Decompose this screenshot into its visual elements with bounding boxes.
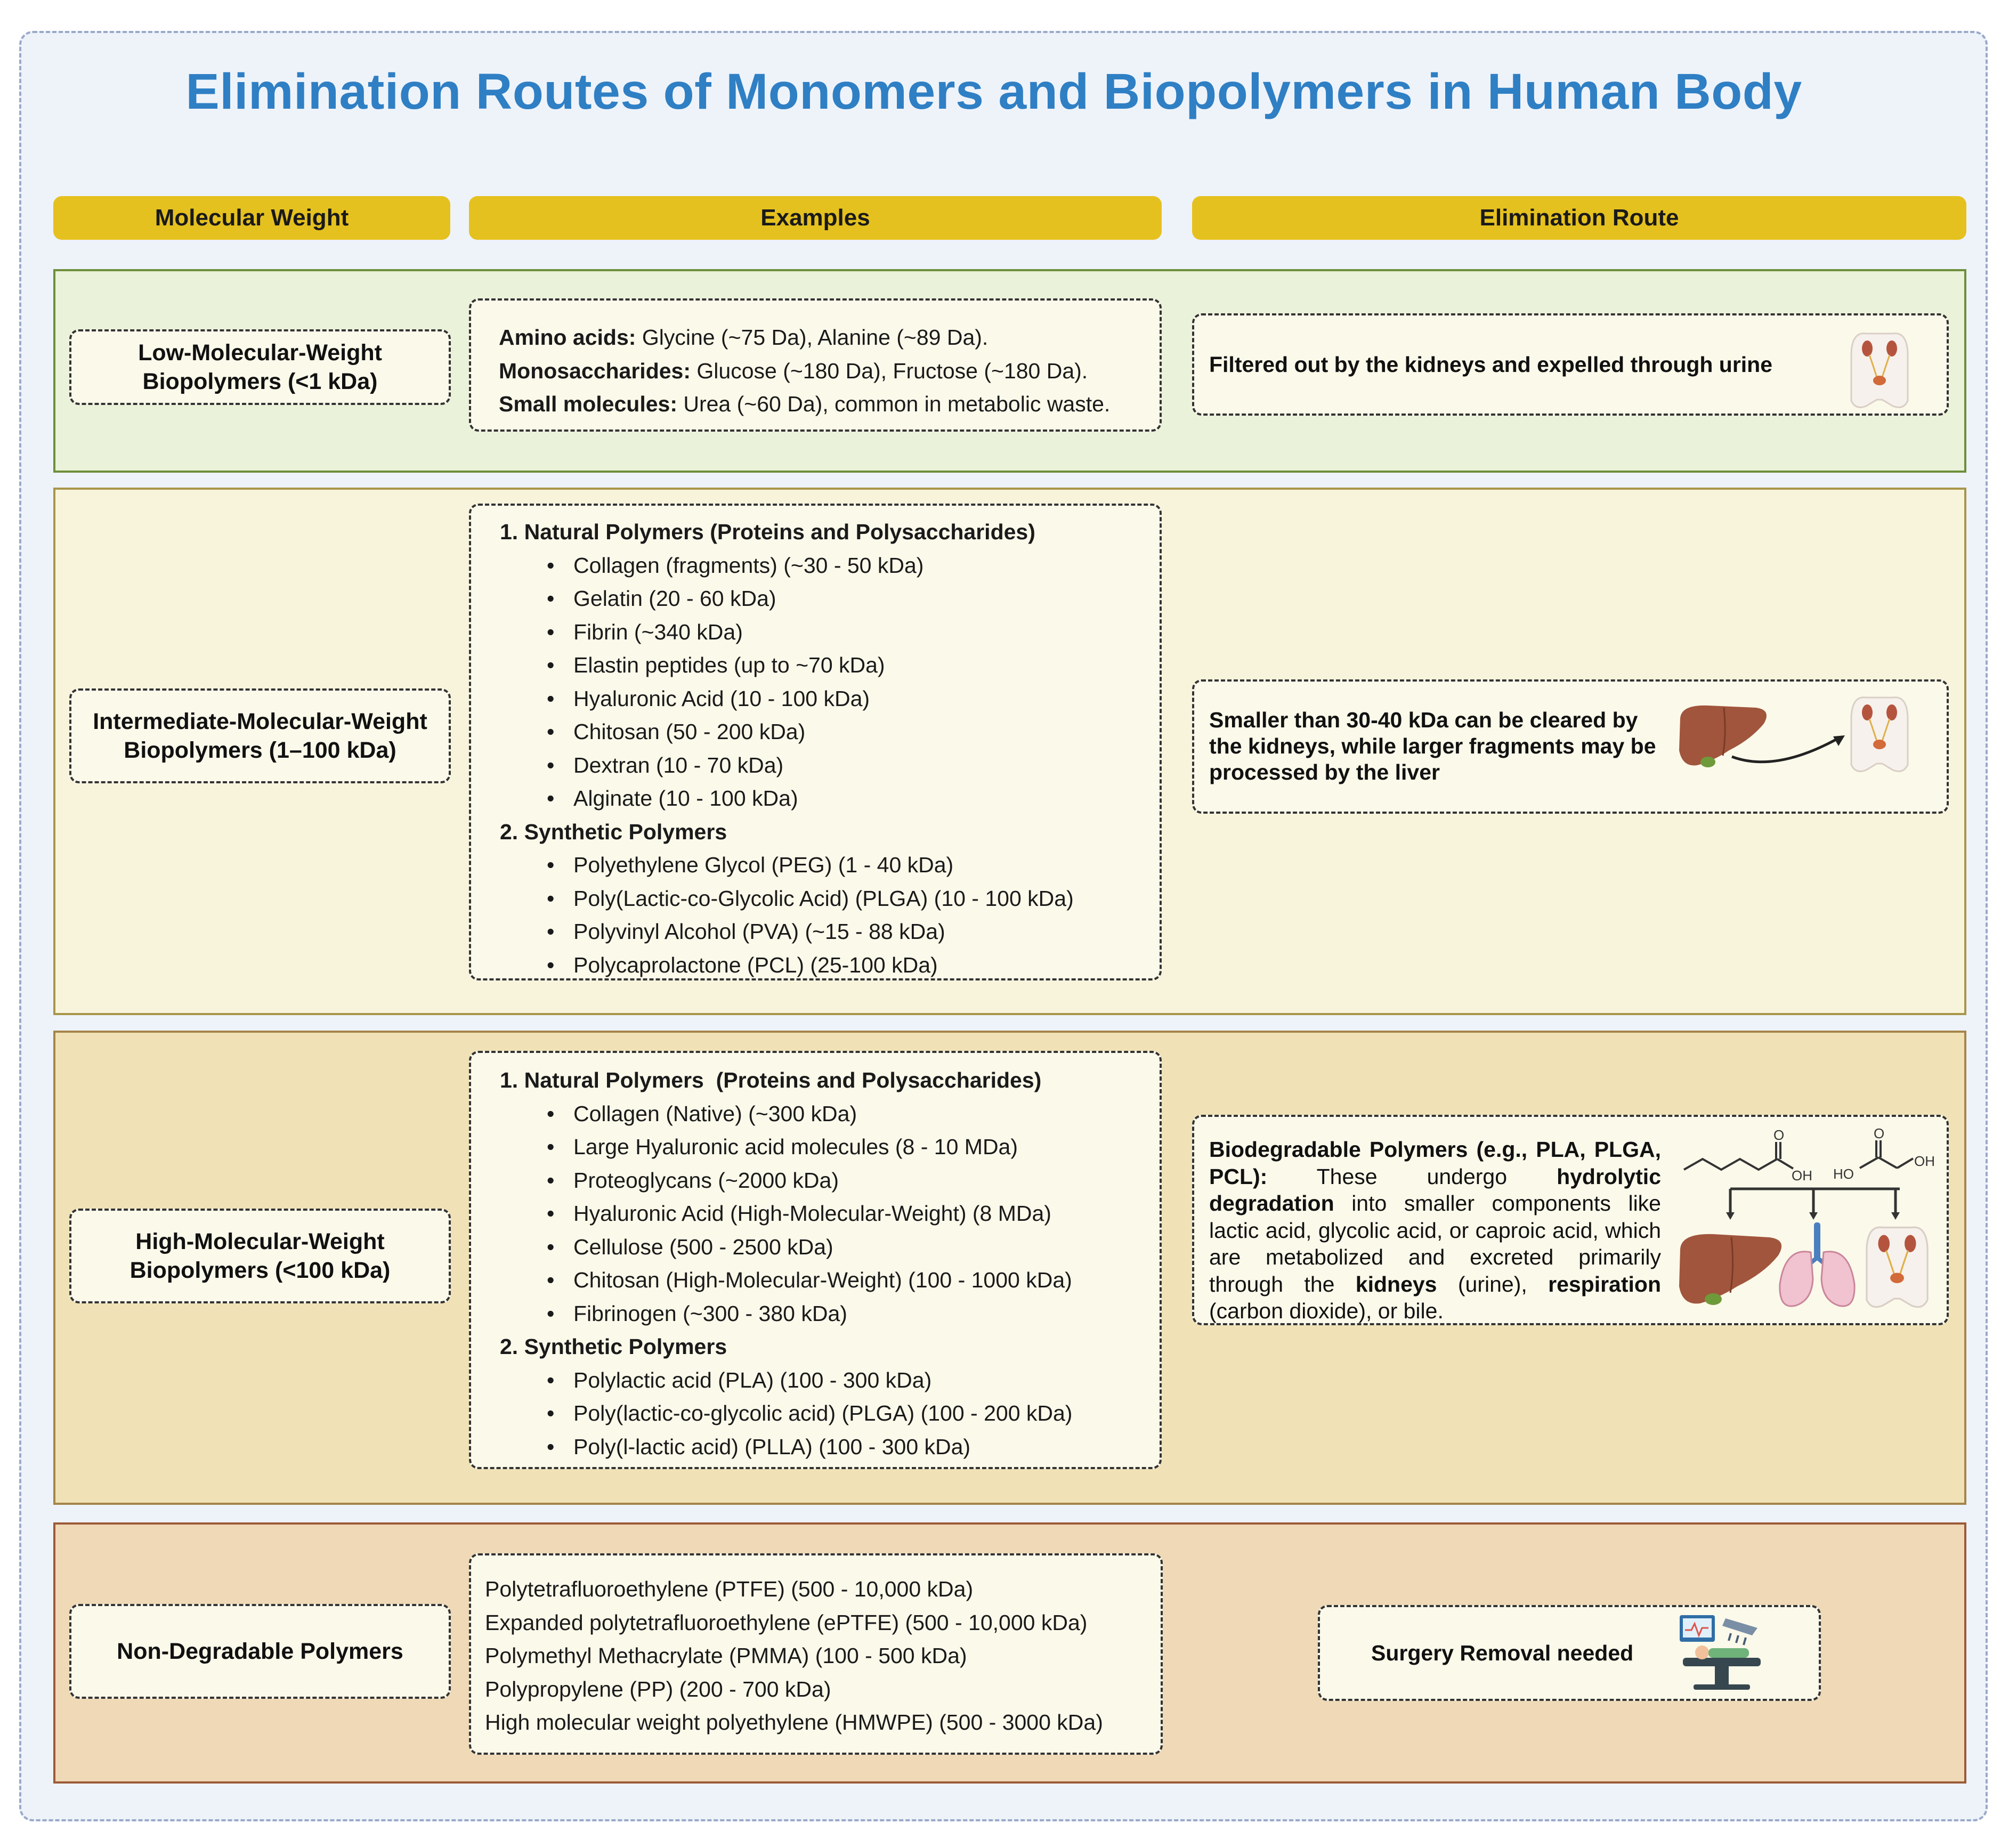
lungs-icon (1775, 1220, 1860, 1316)
list-item: • Elastin peptides (up to ~70 kDa) (573, 649, 1160, 682)
mw-line: Biopolymers (<100 kDa) (129, 1258, 391, 1283)
svg-text:OH: OH (1792, 1168, 1812, 1184)
list-item: • Collagen (Native) (~300 kDa) (573, 1097, 1160, 1131)
list-item: • Hyaluronic Acid (High-Molecular-Weight) (8 MDa) (573, 1197, 1160, 1230)
example-line: Monosaccharides: Glucose (~180 Da), Fructose (~180 Da). (499, 358, 1088, 383)
example-line: Amino acids: Glycine (~75 Da), Alanine (~89 Da). (499, 325, 989, 350)
natural-polymer-list (500, 1097, 1160, 1331)
urinary-system-icon (1845, 695, 1914, 775)
example-line: Small molecules: Urea (~60 Da), common in metabolic waste. (499, 392, 1111, 416)
list-item: • Chitosan (High-Molecular-Weight) (100 - 1000 kDa) (573, 1263, 1160, 1297)
list-item: • Poly(lactic-co-glycolic acid) (PLGA) (100 - 200 kDa) (573, 1397, 1160, 1430)
list-item: • Alginate (10 - 100 kDa) (573, 782, 1160, 815)
examples-intermediate (469, 504, 1162, 980)
group-heading: 1. Natural Polymers (Proteins and Polysaccharides) (500, 1068, 1042, 1092)
list-item: • Gelatin (20 - 60 kDa) (573, 582, 1160, 615)
route-text: Biodegradable Polymers (e.g., PLA, PLGA, PCL): These undergo hydrolytic degradation into smaller components like lactic acid, glycolic acid, or caproic acid, which are metabolized and excreted primarily through the kidneys (urine), respiration (carbon dioxide), or bile. (1209, 1137, 1661, 1323)
svg-text:O: O (1773, 1127, 1785, 1143)
surgery-icon (1678, 1612, 1765, 1697)
route-text: Filtered out by the kidneys and expelled through urine (1209, 352, 1773, 377)
group-heading: 2. Synthetic Polymers (500, 819, 727, 844)
mw-line: Low-Molecular-Weight (138, 340, 382, 366)
synthetic-polymer-list (500, 848, 1160, 982)
mw-line: Non-Degradable Polymers (117, 1639, 403, 1664)
mw-label-low (69, 329, 451, 405)
page-title: Elimination Routes of Monomers and Biopolymers in Human Body (185, 63, 1802, 120)
mw-line: Intermediate-Molecular-Weight (93, 709, 427, 734)
list-item: High molecular weight polyethylene (HMWPE) (500 - 3000 kDa) (485, 1710, 1103, 1734)
list-item: • Poly(Lactic-co-Glycolic Acid) (PLGA) (10 - 100 kDa) (573, 882, 1160, 915)
mw-line: Biopolymers (1–100 kDa) (124, 737, 396, 763)
examples-non-degradable (469, 1553, 1163, 1755)
mw-line: Biopolymers (<1 kDa) (142, 369, 378, 394)
list-item: • Large Hyaluronic acid molecules (8 - 10 MDa) (573, 1130, 1160, 1164)
mw-label-non-degradable (69, 1604, 451, 1699)
list-item: • Proteoglycans (~2000 kDa) (573, 1164, 1160, 1197)
examples-low (469, 298, 1162, 432)
branch-arrows-icon (1724, 1186, 1905, 1223)
synthetic-polymer-list (500, 1364, 1160, 1464)
liver-icon (1676, 1231, 1788, 1311)
route-low (1192, 313, 1949, 416)
list-item: • Polylactic acid (PLA) (100 - 300 kDa) (573, 1364, 1160, 1397)
list-item: • Chitosan (50 - 200 kDa) (573, 715, 1160, 749)
header-examples: Examples (469, 196, 1162, 240)
list-item: • Fibrinogen (~300 - 380 kDa) (573, 1297, 1160, 1331)
header-elimination-route: Elimination Route (1192, 196, 1966, 240)
mw-line: High-Molecular-Weight (135, 1229, 385, 1254)
list-item: • Poly(l-lactic acid) (PLLA) (100 - 300 kDa) (573, 1430, 1160, 1464)
glycolic-acid-structure-icon (1828, 1125, 1940, 1184)
svg-text:O: O (1874, 1125, 1885, 1141)
urinary-system-icon (1845, 331, 1914, 411)
header-molecular-weight: Molecular Weight (53, 196, 450, 240)
svg-text:OH: OH (1914, 1153, 1935, 1169)
examples-high (469, 1051, 1162, 1469)
group-heading: 1. Natural Polymers (Proteins and Polysaccharides) (500, 520, 1035, 544)
list-item: • Polyethylene Glycol (PEG) (1 - 40 kDa) (573, 848, 1160, 882)
natural-polymer-list (500, 549, 1160, 815)
arrow-icon (1727, 730, 1849, 773)
route-text: Surgery Removal needed (1371, 1641, 1634, 1665)
list-item: • Hyaluronic Acid (10 - 100 kDa) (573, 682, 1160, 716)
list-item: • Dextran (10 - 70 kDa) (573, 749, 1160, 782)
caproic-acid-structure-icon (1679, 1127, 1822, 1186)
list-item: • Polyvinyl Alcohol (PVA) (~15 - 88 kDa) (573, 915, 1160, 949)
svg-text:HO: HO (1833, 1166, 1854, 1182)
list-item: Polypropylene (PP) (200 - 700 kDa) (485, 1676, 831, 1701)
mw-label-high (69, 1209, 451, 1303)
mw-label-intermediate (69, 688, 451, 783)
route-text: Smaller than 30-40 kDa can be cleared by the kidneys, while larger fragments may be processed by the liver (1209, 708, 1656, 784)
urinary-system-icon (1860, 1223, 1934, 1314)
list-item: • Cellulose (500 - 2500 kDa) (573, 1230, 1160, 1264)
list-item: Expanded polytetrafluoroethylene (ePTFE) (500 - 10,000 kDa) (485, 1610, 1088, 1635)
list-item: Polymethyl Methacrylate (PMMA) (100 - 500 kDa) (485, 1643, 967, 1668)
group-heading: 2. Synthetic Polymers (500, 1334, 727, 1359)
list-item: • Collagen (fragments) (~30 - 50 kDa) (573, 549, 1160, 582)
list-item: • Polycaprolactone (PCL) (25-100 kDa) (573, 949, 1160, 982)
list-item: • Fibrin (~340 kDa) (573, 615, 1160, 649)
list-item: Polytetrafluoroethylene (PTFE) (500 - 10,000 kDa) (485, 1577, 974, 1601)
